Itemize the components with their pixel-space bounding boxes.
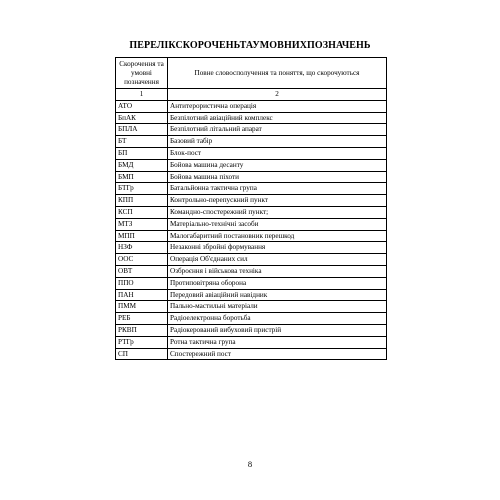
- table-row: [116, 171, 387, 183]
- table-row: [116, 301, 387, 313]
- full-term-cell: Ротна тактична група: [168, 336, 387, 348]
- table-row: [116, 183, 387, 195]
- abbreviation-cell: МПП: [116, 230, 168, 242]
- column-number-row: [116, 89, 387, 101]
- table-row: [116, 195, 387, 207]
- full-term-cell: Командно-спостережний пункт;: [168, 206, 387, 218]
- table-row: [116, 218, 387, 230]
- abbreviation-cell: ОВТ: [116, 265, 168, 277]
- abbreviations-table: [115, 57, 387, 360]
- abbreviation-cell: ПММ: [116, 301, 168, 313]
- abbreviation-cell: БТГр: [116, 183, 168, 195]
- full-term-cell: Бойова машина десанту: [168, 159, 387, 171]
- full-term-cell: Контрольно-перепускний пункт: [168, 195, 387, 207]
- table-row: [116, 348, 387, 360]
- page-number: 8: [247, 459, 253, 469]
- table-row: [116, 206, 387, 218]
- abbreviation-cell: РТГр: [116, 336, 168, 348]
- table-row: [116, 289, 387, 301]
- abbreviation-cell: РЕБ: [116, 313, 168, 325]
- table-row: [116, 230, 387, 242]
- full-term-cell: Базовий табір: [168, 136, 387, 148]
- header-full-term: Повне словосполучення та поняття, що скорочуються: [168, 58, 387, 89]
- abbreviation-cell: КПП: [116, 195, 168, 207]
- full-term-cell: Озброєння і військова техніка: [168, 265, 387, 277]
- abbreviation-cell: БМД: [116, 159, 168, 171]
- table-row: [116, 147, 387, 159]
- abbreviation-cell: НЗФ: [116, 242, 168, 254]
- table-row: [116, 159, 387, 171]
- table-row: [116, 313, 387, 325]
- table-row: [116, 112, 387, 124]
- table-header-row: [116, 58, 387, 89]
- table-row: [116, 336, 387, 348]
- abbreviation-cell: БпАК: [116, 112, 168, 124]
- abbreviation-cell: СП: [116, 348, 168, 360]
- abbreviation-cell: АТО: [116, 100, 168, 112]
- full-term-cell: Пально-мастильні матеріали: [168, 301, 387, 313]
- abbreviation-cell: БТ: [116, 136, 168, 148]
- abbreviation-cell: РКВП: [116, 324, 168, 336]
- abbreviation-cell: БМП: [116, 171, 168, 183]
- full-term-cell: Протиповітряна оборона: [168, 277, 387, 289]
- abbreviation-cell: ПАН: [116, 289, 168, 301]
- table-row: [116, 324, 387, 336]
- full-term-cell: Антитерористична операція: [168, 100, 387, 112]
- abbreviation-cell: КСП: [116, 206, 168, 218]
- header-abbreviation: Скорочення та умовні позначення: [116, 58, 168, 89]
- full-term-cell: Радіоелектронна боротьба: [168, 313, 387, 325]
- full-term-cell: Матеріально-технічні засоби: [168, 218, 387, 230]
- abbreviation-cell: ООС: [116, 254, 168, 266]
- full-term-cell: Спостережний пост: [168, 348, 387, 360]
- full-term-cell: Бойова машина піхоти: [168, 171, 387, 183]
- table-row: [116, 242, 387, 254]
- table-body: [116, 100, 387, 360]
- abbreviation-cell: БП: [116, 147, 168, 159]
- full-term-cell: Передовий авіаційний навідник: [168, 289, 387, 301]
- full-term-cell: Незаконні збройні формування: [168, 242, 387, 254]
- column-number: 2: [168, 89, 387, 101]
- full-term-cell: Безпілотний літальний апарат: [168, 124, 387, 136]
- full-term-cell: Операція Об'єднаних сил: [168, 254, 387, 266]
- full-term-cell: Безпілотний авіаційний комплекс: [168, 112, 387, 124]
- page-title: ПЕРЕЛІКСКОРОЧЕНЬТАУМОВНИХПОЗНАЧЕНЬ: [129, 40, 371, 51]
- table-row: [116, 277, 387, 289]
- abbreviation-cell: МТЗ: [116, 218, 168, 230]
- table-row: [116, 124, 387, 136]
- table-row: [116, 100, 387, 112]
- full-term-cell: Блок-пост: [168, 147, 387, 159]
- table-row: [116, 254, 387, 266]
- abbreviation-cell: ППО: [116, 277, 168, 289]
- abbreviation-cell: БПЛА: [116, 124, 168, 136]
- full-term-cell: Батальйонна тактична група: [168, 183, 387, 195]
- column-number: 1: [116, 89, 168, 101]
- table-row: [116, 265, 387, 277]
- full-term-cell: Радіокерований вибуховий пристрій: [168, 324, 387, 336]
- full-term-cell: Малогабаритний постановник перешкод: [168, 230, 387, 242]
- table-row: [116, 136, 387, 148]
